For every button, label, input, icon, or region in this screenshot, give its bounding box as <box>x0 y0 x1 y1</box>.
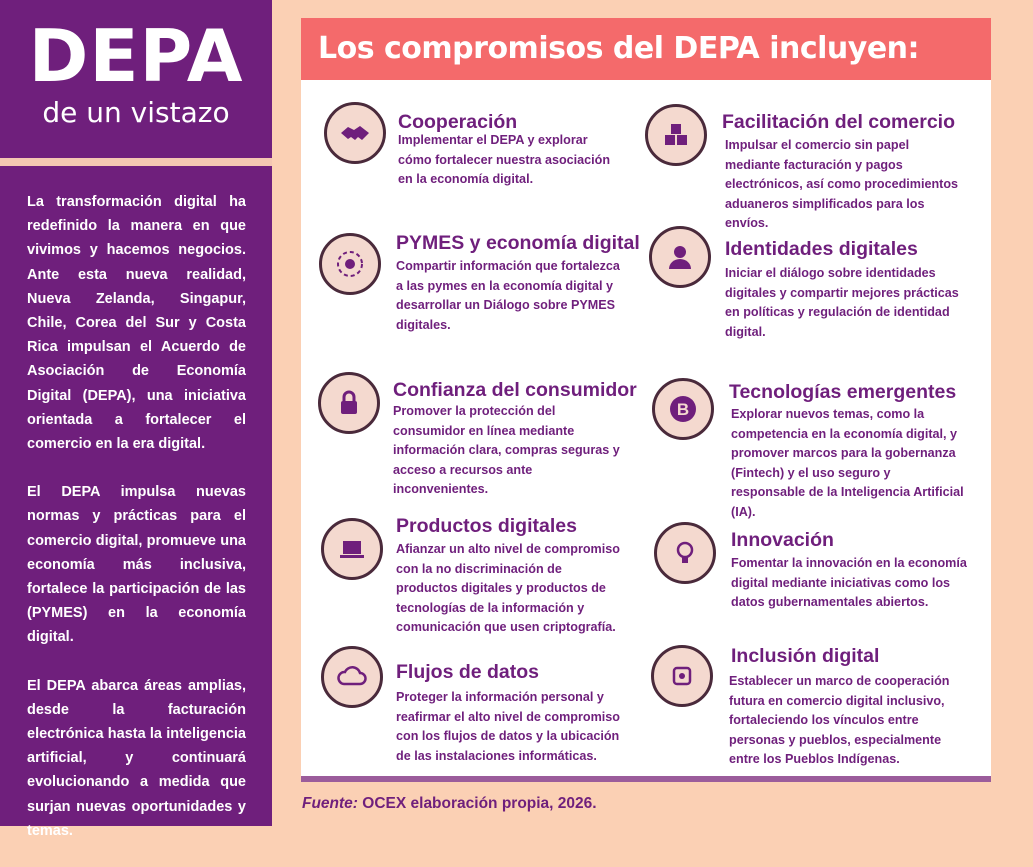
item-description: Establecer un marco de cooperación futura en comercio digital inclusivo, fortaleciendo los vínculos entre personas y pueblos, especialmente entre los Pueblos Indígenas. <box>729 674 950 767</box>
item-title: Cooperación <box>398 111 518 133</box>
item-description: Compartir información que fortalezca a las pymes en la economía digital y desarrollar un Diálogo sobre PYMES digitales. <box>396 259 620 332</box>
lock-icon <box>318 372 380 434</box>
item-title: Productos digitales <box>396 515 577 537</box>
item-title: Tecnologías emergentes <box>729 381 957 403</box>
item-title: Flujos de datos <box>396 661 540 683</box>
sidebar <box>0 0 272 839</box>
svg-text:B: B <box>676 400 690 419</box>
item-title: Inclusión digital <box>731 645 880 667</box>
item-title: Facilitación del comercio <box>722 111 955 133</box>
source-text: OCEX elaboración propia, 2026. <box>362 795 597 812</box>
commitments-panel <box>301 18 991 782</box>
panel-header: Los compromisos del DEPA incluyen: <box>301 18 991 80</box>
item-title: Confianza del consumidor <box>393 379 637 401</box>
sidebar-body <box>27 190 246 867</box>
item-description: Proteger la información personal y reafirmar el alto nivel de compromiso con los flujos de datos y la ubicación de las instalaciones informáticas. <box>396 690 620 763</box>
laptop-icon <box>321 518 383 580</box>
boxes-icon <box>645 104 707 166</box>
item-description: Iniciar el diálogo sobre identidades digitales y compartir mejores prácticas en políticas y regulación de identidad digital. <box>725 266 959 339</box>
item-title: PYMES y economía digital <box>396 232 640 254</box>
panel-bottom-bar <box>301 776 991 782</box>
item-description: Explorar nuevos temas, como la competencia en la economía digital, y promover marcos para la gobernanza (Fintech) y el uso seguro y responsable de la Inteligencia Artificial (IA). <box>731 407 964 519</box>
item-description: Afianzar un alto nivel de compromiso con la no discriminación de productos digitales y productos de tecnologías de la información y comunicación que usen criptografía. <box>396 542 620 635</box>
handshake-icon <box>324 102 386 164</box>
item-description: Fomentar la innovación en la economía digital mediante iniciativas como los datos gubernamentales abiertos. <box>731 556 967 610</box>
user-icon <box>649 226 711 288</box>
inclusion-icon <box>651 645 713 707</box>
sidebar-paragraph: El DEPA impulsa nuevas normas y prácticas para el comercio digital, promueve una economía más inclusiva, fortalece la participación de las (PYMES) en la economía digital. <box>27 484 246 646</box>
item-title: Identidades digitales <box>725 238 918 260</box>
lightbulb-icon <box>654 522 716 584</box>
source-footer <box>302 795 597 813</box>
source-label: Fuente: <box>302 795 358 812</box>
sidebar-paragraph: La transformación digital ha redefinido la manera en que vivimos y hacemos negocios. Ante esta nueva realidad, Nueva Zelanda, Singapur, Chile, Corea del Sur y Costa Rica impulsan el Acuerdo de Asociación de Economía Digital (DEPA), una iniciativa orientada a fortalecer el comercio en la era digital. <box>27 194 246 453</box>
sidebar-divider <box>0 158 272 166</box>
item-title: Innovación <box>731 529 834 551</box>
item-description: Impulsar el comercio sin papel mediante facturación y pagos electrónicos, así como procedimientos aduaneros simplificados para los envíos. <box>725 138 959 231</box>
network-icon <box>319 233 381 295</box>
item-description: Implementar el DEPA y explorar cómo fortalecer nuestra asociación en la economía digital. <box>398 133 611 187</box>
cloud-icon <box>321 646 383 708</box>
item-description: Promover la protección del consumidor en línea mediante información clara, compras seguras y acceso a recursos ante inconvenientes. <box>393 404 620 497</box>
bitcoin-icon <box>652 378 714 440</box>
sidebar-paragraph: El DEPA abarca áreas amplias, desde la facturación electrónica hasta la inteligencia artificial, y continuará evolucionando a medida que surjan nuevas oportunidades y temas. <box>27 677 246 839</box>
brand-subtitle: de un vistazo <box>42 96 230 129</box>
brand-title: DEPA <box>28 14 244 98</box>
